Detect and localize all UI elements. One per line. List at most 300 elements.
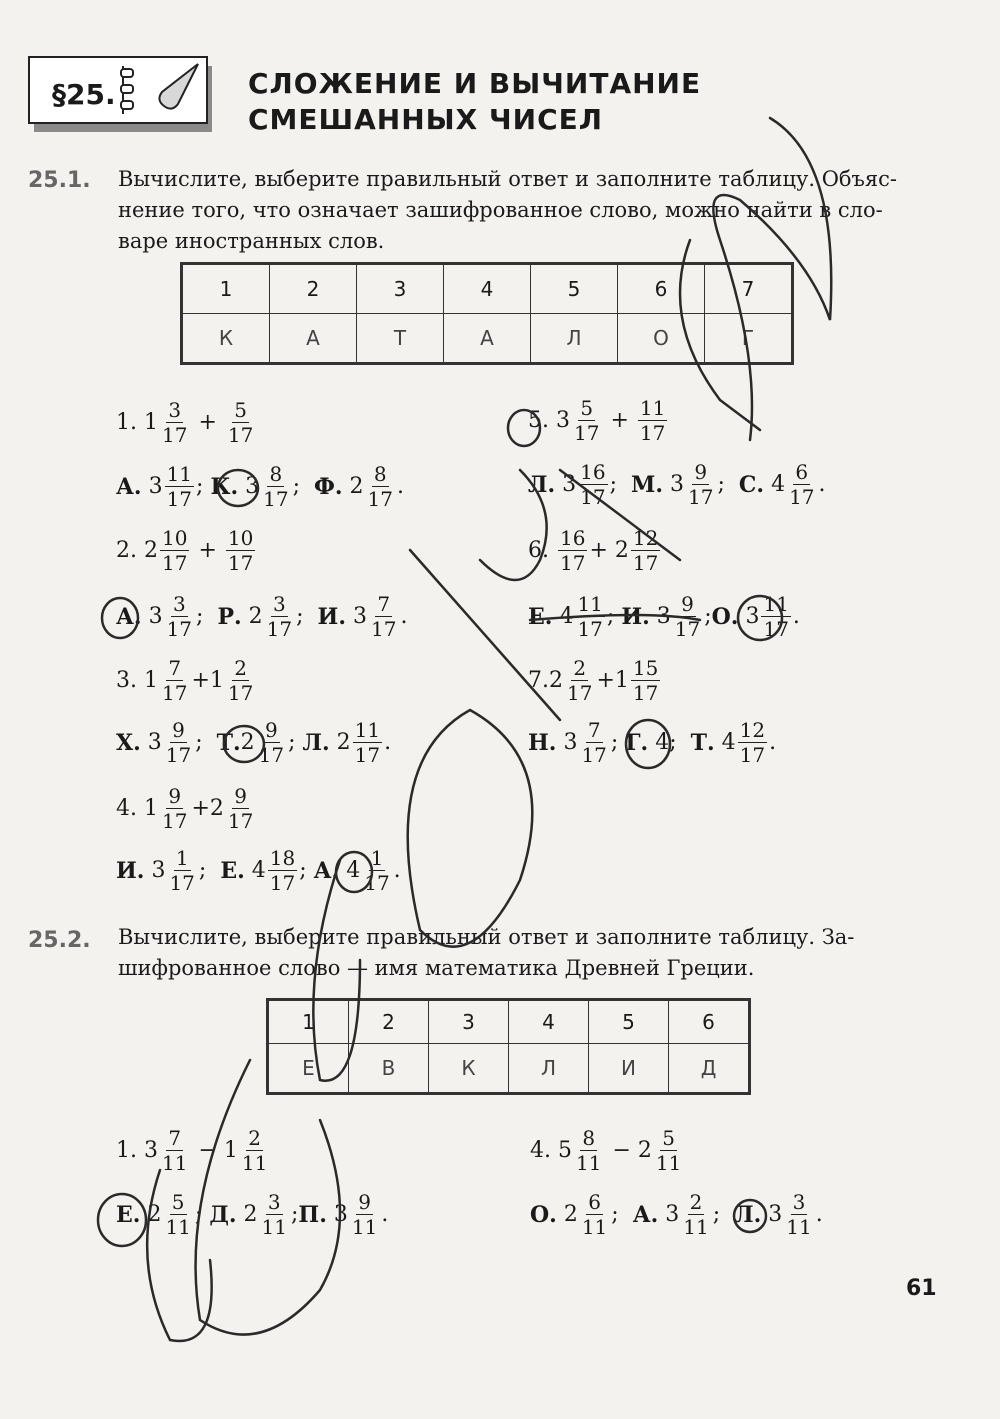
math-token: 3: [148, 474, 163, 499]
math-token: 2: [336, 730, 351, 755]
math-token: 11: [261, 1215, 287, 1239]
fraction: [160, 1126, 189, 1175]
math-token: И.: [317, 603, 346, 630]
math-token: 17: [227, 681, 254, 705]
math-token: 17: [166, 617, 193, 641]
table-head-cell: 1: [182, 264, 270, 314]
exercise-text-25-1: [118, 164, 948, 257]
math-token: Ф.: [314, 473, 343, 500]
problem-7: [528, 656, 662, 705]
math-token: +: [610, 408, 629, 433]
math-token: 16: [580, 460, 606, 484]
math-token: И.: [116, 857, 145, 884]
math-token: 17: [162, 423, 188, 447]
math-token: 17: [560, 551, 586, 575]
math-token: 17: [567, 681, 593, 705]
math-token: 8: [269, 462, 283, 486]
math-token: 2: [563, 1202, 578, 1227]
math-token: 3: [168, 398, 182, 422]
math-token: .: [769, 730, 777, 755]
table-answer-cell[interactable]: Д: [669, 1044, 750, 1094]
table-head-cell: 7: [705, 264, 793, 314]
fraction: [353, 718, 382, 767]
math-token: 3: [768, 1202, 783, 1227]
math-token: 17: [354, 743, 381, 767]
math-token: 17: [169, 871, 195, 895]
math-token: 7.: [528, 668, 549, 693]
math-token: 1.: [116, 410, 137, 435]
math-token: 3: [333, 1202, 348, 1227]
math-token: 12: [739, 718, 766, 742]
fraction: [350, 1190, 379, 1239]
math-token: −: [612, 1138, 631, 1163]
text-line: шифрованное слово — имя математика Древней Греции.: [118, 956, 755, 980]
exercise-number-25-1: 25.1.: [28, 168, 91, 193]
math-token: 1: [223, 1138, 238, 1163]
math-token: 3: [144, 1138, 158, 1163]
fraction: [260, 1190, 289, 1239]
math-token: +: [198, 538, 217, 563]
math-token: 2: [549, 668, 563, 693]
fraction: [160, 526, 189, 575]
math-token: Л.: [302, 729, 330, 756]
math-token: 1: [144, 668, 158, 693]
math-token: 9: [168, 784, 182, 808]
fraction: [681, 1190, 710, 1239]
options-4: [116, 846, 401, 895]
options-2: [116, 592, 407, 641]
math-token: Н.: [528, 729, 557, 756]
math-token: Е.: [116, 1201, 141, 1228]
math-token: Л.: [734, 1201, 762, 1228]
fraction: [257, 718, 286, 767]
problem-4: [116, 784, 257, 833]
math-token: И.: [621, 603, 650, 630]
math-token: ;: [610, 730, 619, 755]
math-token: ;: [299, 858, 307, 883]
fraction: [261, 462, 290, 511]
answer-table-25-2: [266, 998, 751, 1095]
fraction: [164, 718, 193, 767]
math-token: 17: [632, 681, 659, 705]
math-token: 11: [576, 1151, 602, 1175]
math-token: 2: [240, 730, 255, 755]
math-token: 4.: [116, 796, 137, 821]
math-token: 9: [694, 460, 708, 484]
math-token: 3: [745, 604, 760, 629]
math-token: 17: [581, 743, 607, 767]
table-answer-cell[interactable]: Л: [509, 1044, 589, 1094]
math-token: ;: [296, 604, 304, 629]
fraction: [163, 1190, 192, 1239]
table-head-cell: 2: [270, 264, 357, 314]
math-token: −: [198, 1138, 217, 1163]
math-token: П.: [298, 1201, 327, 1228]
math-token: 11: [581, 1215, 608, 1239]
math-token: ;: [198, 858, 207, 883]
math-token: 2: [147, 1202, 162, 1227]
math-token: 1: [209, 668, 224, 693]
table-answer-cell[interactable]: Е: [268, 1044, 349, 1094]
problem-6: [528, 526, 662, 575]
math-token: М.: [631, 471, 664, 498]
fraction: [565, 656, 594, 705]
badge-box: [28, 56, 208, 124]
math-token: 17: [162, 809, 188, 833]
title-line-1: СЛОЖЕНИЕ И ВЫЧИТАНИЕ: [248, 67, 702, 100]
math-token: +: [596, 668, 615, 693]
fraction: [369, 592, 398, 641]
section-title: [248, 66, 701, 138]
fraction: [165, 462, 194, 511]
math-token: 11: [577, 592, 603, 616]
math-token: 3: [656, 604, 671, 629]
math-token: 8: [373, 462, 387, 486]
fraction: [575, 592, 604, 641]
math-token: 11: [165, 1215, 191, 1239]
problem-5: [528, 396, 669, 445]
math-token: 4: [655, 730, 670, 755]
math-token: 17: [266, 617, 293, 641]
math-token: А.: [116, 473, 142, 500]
problem-1: [116, 398, 257, 447]
math-token: +: [191, 668, 210, 693]
table-head-cell: 5: [531, 264, 618, 314]
math-token: О.: [530, 1201, 557, 1228]
math-token: 2: [234, 656, 247, 680]
math-token: 1: [175, 846, 189, 870]
math-token: 2: [349, 474, 364, 499]
math-token: 5: [558, 1138, 572, 1163]
math-token: 4: [721, 730, 736, 755]
math-token: К.: [210, 473, 239, 500]
math-token: .: [396, 474, 404, 499]
fraction: [631, 656, 660, 705]
math-token: 5: [234, 398, 247, 422]
math-token: 9: [358, 1190, 371, 1214]
math-token: 11: [354, 718, 381, 742]
table-answer-cell[interactable]: Г: [705, 314, 793, 364]
page-number: 61: [906, 1276, 937, 1301]
math-token: 17: [674, 617, 701, 641]
table-answer-cell[interactable]: И: [589, 1044, 669, 1094]
math-token: +: [191, 796, 210, 821]
math-token: Д.: [209, 1201, 237, 1228]
math-token: 17: [763, 617, 789, 641]
math-token: 2: [689, 1190, 703, 1214]
fraction: [226, 784, 255, 833]
math-token: 17: [739, 743, 766, 767]
math-token: .: [818, 472, 826, 497]
text-line: варе иностранных слов.: [118, 229, 385, 253]
fraction: [631, 526, 660, 575]
scribble-stroke: [408, 710, 533, 947]
math-token: 2: [614, 538, 629, 563]
table-head-cell: 3: [357, 264, 444, 314]
fraction: [165, 592, 194, 641]
math-token: 17: [269, 871, 296, 895]
answer-table-25-1: [180, 262, 794, 365]
problem-2: [116, 526, 257, 575]
section-badge: [28, 56, 212, 132]
math-token: 6: [588, 1190, 601, 1214]
math-token: 7: [168, 656, 182, 680]
math-token: 4: [559, 604, 574, 629]
math-token: 4: [251, 858, 266, 883]
exercise-text-25-2: [118, 922, 948, 984]
math-token: 1: [144, 410, 158, 435]
math-token: 4.: [530, 1138, 551, 1163]
math-token: 8: [582, 1126, 596, 1150]
fraction: [579, 718, 608, 767]
math-token: А.: [632, 1201, 659, 1228]
fraction: [160, 656, 189, 705]
table-answer-cell[interactable]: Т: [357, 314, 444, 364]
math-token: 17: [227, 809, 254, 833]
math-token: Е.: [220, 857, 245, 884]
math-token: .: [393, 858, 401, 883]
math-token: Л.: [528, 471, 556, 498]
badge-left-panel: [38, 66, 124, 114]
math-token: .: [384, 730, 392, 755]
math-token: 3: [148, 604, 163, 629]
math-token: 1: [614, 668, 629, 693]
math-token: 5: [662, 1126, 675, 1150]
title-line-2: СМЕШАННЫХ ЧИСЕЛ: [248, 103, 604, 136]
options-3: [116, 718, 391, 767]
fraction: [558, 526, 587, 575]
math-token: .: [381, 1202, 389, 1227]
fraction: [240, 1126, 269, 1175]
notebook-rings-icon: [120, 68, 134, 114]
table-answer-cell[interactable]: А: [270, 314, 357, 364]
math-token: 5.: [528, 408, 549, 433]
math-token: 9: [265, 718, 278, 742]
exercise-number-25-2: 25.2.: [28, 928, 91, 953]
math-token: 17: [162, 551, 188, 575]
options-2-1: [116, 1190, 388, 1239]
page-curl-icon: [148, 62, 204, 118]
math-token: 17: [162, 681, 188, 705]
math-token: ;: [291, 1202, 299, 1227]
math-token: ;: [606, 604, 615, 629]
math-token: А.: [313, 857, 340, 884]
fraction: [366, 462, 395, 511]
math-token: 5: [171, 1190, 185, 1214]
fraction: [268, 846, 297, 895]
math-token: 3: [352, 604, 367, 629]
table-head-cell: 3: [429, 1000, 509, 1044]
table-head-cell: 1: [268, 1000, 349, 1044]
math-token: Е.: [528, 603, 553, 630]
table-head-cell: 6: [669, 1000, 750, 1044]
math-token: 11: [763, 592, 789, 616]
fraction: [265, 592, 294, 641]
math-token: 11: [786, 1215, 812, 1239]
table-answer-cell[interactable]: В: [349, 1044, 429, 1094]
math-token: 7: [587, 718, 601, 742]
math-token: +: [198, 410, 217, 435]
math-token: 1: [370, 846, 384, 870]
math-token: 2: [637, 1138, 652, 1163]
math-token: 10: [162, 526, 188, 550]
math-token: О.: [711, 603, 739, 630]
math-token: 11: [166, 462, 193, 486]
math-token: С.: [738, 471, 765, 498]
math-token: 17: [370, 617, 397, 641]
math-token: 3: [151, 858, 166, 883]
math-token: А.: [116, 603, 142, 630]
fraction: [226, 656, 255, 705]
options-6: [528, 592, 800, 641]
problem-2-4: [530, 1126, 685, 1175]
math-token: ;: [609, 472, 617, 497]
fraction: [654, 1126, 683, 1175]
math-token: .: [400, 604, 408, 629]
options-2-4: [530, 1190, 823, 1239]
math-token: 3: [172, 592, 186, 616]
math-token: 3: [670, 472, 685, 497]
math-token: 1: [144, 796, 158, 821]
math-token: 3: [562, 472, 577, 497]
table-head-cell: 2: [349, 1000, 429, 1044]
math-token: 4: [771, 472, 786, 497]
math-token: 2: [209, 796, 224, 821]
math-token: 17: [263, 487, 289, 511]
section-number: §25.: [52, 78, 116, 111]
math-token: ;: [669, 730, 677, 755]
math-token: 17: [165, 743, 192, 767]
fraction: [167, 846, 196, 895]
math-token: 11: [241, 1151, 268, 1175]
math-token: 12: [632, 526, 659, 550]
math-token: Т.: [690, 729, 715, 756]
math-token: Г.: [625, 729, 649, 756]
fraction: [761, 592, 790, 641]
math-token: 2: [144, 538, 158, 563]
options-7: [528, 718, 776, 767]
math-token: 17: [364, 871, 390, 895]
math-token: .: [815, 1202, 823, 1227]
math-token: Р.: [217, 603, 242, 630]
math-token: 18: [269, 846, 296, 870]
problem-3: [116, 656, 257, 705]
math-token: 5: [580, 396, 594, 420]
math-token: 17: [166, 487, 193, 511]
math-token: 15: [632, 656, 659, 680]
table-head-cell: 6: [618, 264, 705, 314]
math-token: 9: [234, 784, 247, 808]
options-5: [528, 460, 826, 509]
math-token: 3: [147, 730, 162, 755]
table-answer-cell[interactable]: Л: [531, 314, 618, 364]
math-token: 1.: [116, 1138, 137, 1163]
fraction: [160, 784, 189, 833]
table-answer-cell[interactable]: К: [429, 1044, 509, 1094]
fraction: [160, 398, 189, 447]
fraction: [638, 396, 667, 445]
math-token: 7: [168, 1126, 182, 1150]
table-head-cell: 4: [509, 1000, 589, 1044]
math-token: 6: [795, 460, 809, 484]
math-token: 7: [377, 592, 391, 616]
math-token: 17: [580, 485, 606, 509]
math-token: 11: [162, 1151, 188, 1175]
math-token: 17: [258, 743, 285, 767]
math-token: 11: [683, 1215, 709, 1239]
math-token: 3: [273, 592, 286, 616]
math-token: 2: [243, 1202, 258, 1227]
math-token: 6.: [528, 538, 549, 563]
fraction: [787, 460, 816, 509]
problem-2-1: [116, 1126, 271, 1175]
math-token: ;: [194, 1202, 203, 1227]
math-token: 9: [172, 718, 185, 742]
math-token: 17: [632, 551, 659, 575]
math-token: 17: [688, 485, 714, 509]
math-token: 11: [351, 1215, 378, 1239]
math-token: 10: [227, 526, 254, 550]
table-answer-cell[interactable]: К: [182, 314, 270, 364]
math-token: 3: [556, 408, 570, 433]
math-token: ;: [196, 474, 204, 499]
math-token: 16: [560, 526, 586, 550]
fraction: [226, 398, 255, 447]
math-token: 17: [574, 421, 600, 445]
math-token: ;: [611, 1202, 619, 1227]
math-token: 9: [681, 592, 694, 616]
fraction: [784, 1190, 813, 1239]
math-token: 3: [563, 730, 578, 755]
math-token: 3: [267, 1190, 281, 1214]
table-answer-cell[interactable]: А: [444, 314, 531, 364]
math-token: 17: [227, 551, 254, 575]
text-line: Вычислите, выберите правильный ответ и заполните таблицу. За-: [118, 925, 855, 949]
math-token: ;: [195, 730, 203, 755]
math-token: 3: [245, 474, 260, 499]
math-token: 11: [655, 1151, 682, 1175]
math-token: ;: [712, 1202, 721, 1227]
fraction: [362, 846, 391, 895]
table-head-cell: 5: [589, 1000, 669, 1044]
text-line: Вычислите, выберите правильный ответ и заполните таблицу. Объяс-: [118, 167, 898, 191]
fraction: [673, 592, 702, 641]
fraction: [226, 526, 255, 575]
math-token: 3.: [116, 668, 137, 693]
math-token: 2: [248, 604, 263, 629]
fraction: [580, 1190, 609, 1239]
math-token: 2: [573, 656, 587, 680]
fraction: [572, 396, 601, 445]
math-token: ;: [288, 730, 296, 755]
math-token: +: [589, 538, 608, 563]
math-token: 17: [789, 485, 815, 509]
math-token: ;: [717, 472, 725, 497]
math-token: ;: [292, 474, 300, 499]
fraction: [738, 718, 767, 767]
math-token: 17: [577, 617, 603, 641]
options-1: [116, 462, 404, 511]
table-answer-cell[interactable]: О: [618, 314, 705, 364]
fraction: [686, 460, 715, 509]
math-token: Х.: [116, 729, 141, 756]
math-token: 3: [792, 1190, 806, 1214]
math-token: 11: [639, 396, 666, 420]
math-token: 17: [227, 423, 254, 447]
math-token: Т.: [216, 729, 241, 756]
math-token: 17: [639, 421, 666, 445]
text-line: нение того, что означает зашифрованное слово, можно найти в сло-: [118, 198, 883, 222]
